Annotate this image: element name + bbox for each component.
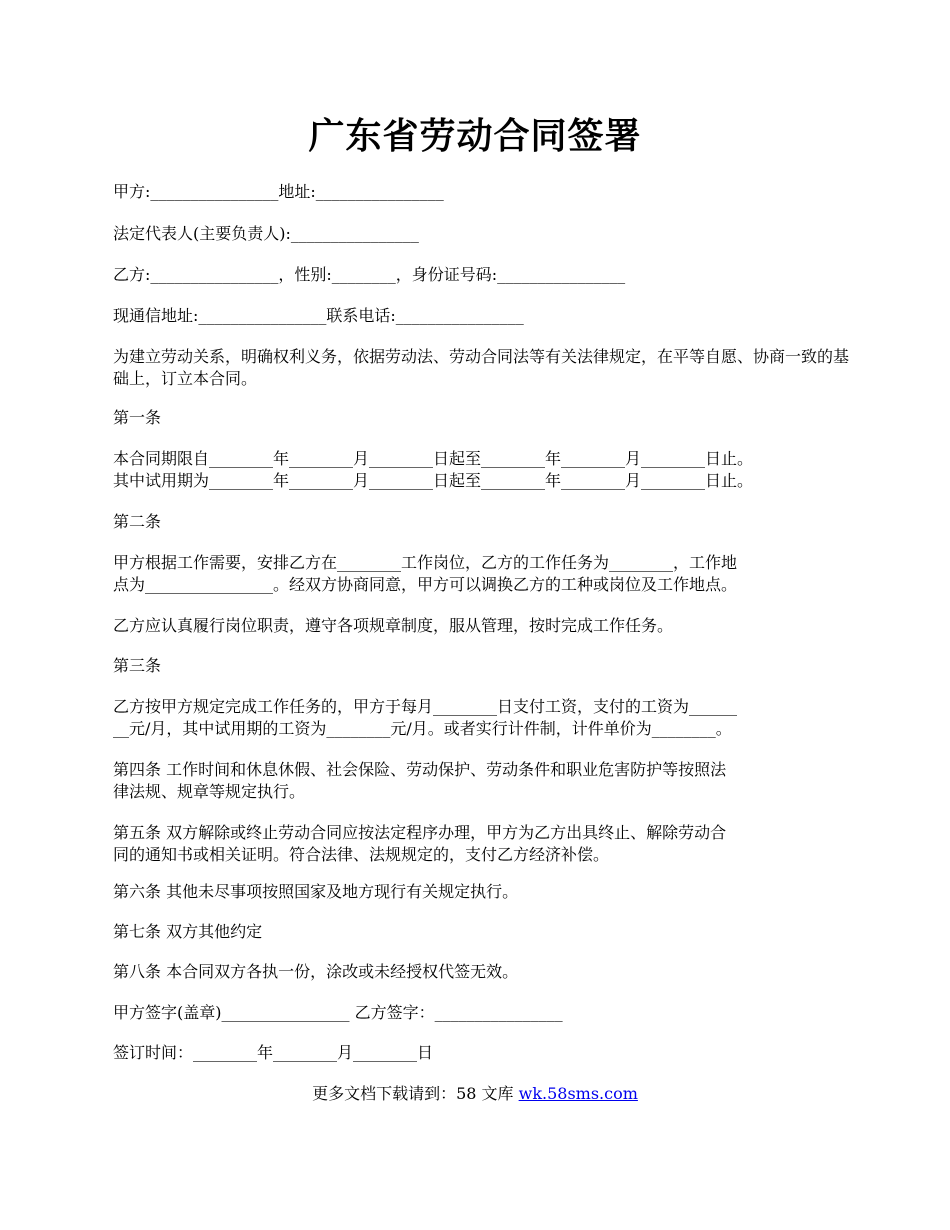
document-title: 广东省劳动合同签署 xyxy=(308,115,642,157)
article-2-line-1: 甲方根据工作需要，安排乙方在________工作岗位，乙方的工作任务为________，工作地 xyxy=(113,553,738,572)
article-3-line-1: 乙方按甲方规定完成工作任务的，甲方于每月________日支付工资，支付的工资为______ xyxy=(113,697,738,716)
article-1-probation-line: 其中试用期为________年________月________日起至________年________月________日止。 xyxy=(113,471,754,490)
article-1-heading: 第一条 xyxy=(113,408,162,427)
signature-line: 甲方签字(盖章)________________ 乙方签字：________________ xyxy=(113,1003,563,1022)
article-4-line-1: 第四条 工作时间和休息休假、社会保险、劳动保护、劳动条件和职业危害防护等按照法 xyxy=(113,760,727,779)
article-5-line-2: 同的通知书或相关证明。符合法律、法规规定的，支付乙方经济补偿。 xyxy=(113,845,610,864)
article-4-line-2: 律法规、规章等规定执行。 xyxy=(113,782,306,801)
article-3-heading: 第三条 xyxy=(113,656,162,675)
article-5-line-1: 第五条 双方解除或终止劳动合同应按法定程序办理，甲方为乙方出具终止、解除劳动合 xyxy=(113,823,727,842)
legal-representative-line: 法定代表人(主要负责人):________________ xyxy=(113,224,419,243)
article-2-duties: 乙方应认真履行岗位职责，遵守各项规章制度，服从管理，按时完成工作任务。 xyxy=(113,616,674,635)
contact-address-line: 现通信地址:________________联系电话:________________ xyxy=(113,306,524,325)
party-a-line: 甲方:________________地址:________________ xyxy=(113,182,444,201)
article-3-line-2: __元/月，其中试用期的工资为________元/月。或者实行计件制，计件单价为________。 xyxy=(113,719,732,738)
footer xyxy=(0,1083,950,1105)
party-b-line: 乙方:________________，性别:________，身份证号码:________________ xyxy=(113,265,626,284)
article-2-line-2: 点为________________。经双方协商同意，甲方可以调换乙方的工种或岗位及工作地点。 xyxy=(113,575,738,594)
signing-date-line: 签订时间：________年________月________日 xyxy=(113,1043,434,1062)
preamble-paragraph: 为建立劳动关系，明确权利义务，依据劳动法、劳动合同法等有关法律规定，在平等自愿、协商一致的基础上，订立本合同。 xyxy=(113,347,850,388)
article-6: 第六条 其他未尽事项按照国家及地方现行有关规定执行。 xyxy=(113,882,519,901)
footer-link[interactable]: wk.58sms.com xyxy=(518,1084,638,1103)
article-2-heading: 第二条 xyxy=(113,512,162,531)
footer-text: 更多文档下载请到：58 文库 xyxy=(312,1084,519,1103)
article-1-term-line: 本合同期限自________年________月________日起至________年________月________日止。 xyxy=(113,449,754,468)
article-7: 第七条 双方其他约定 xyxy=(113,922,263,941)
article-8: 第八条 本合同双方各执一份，涂改或未经授权代签无效。 xyxy=(113,962,519,981)
